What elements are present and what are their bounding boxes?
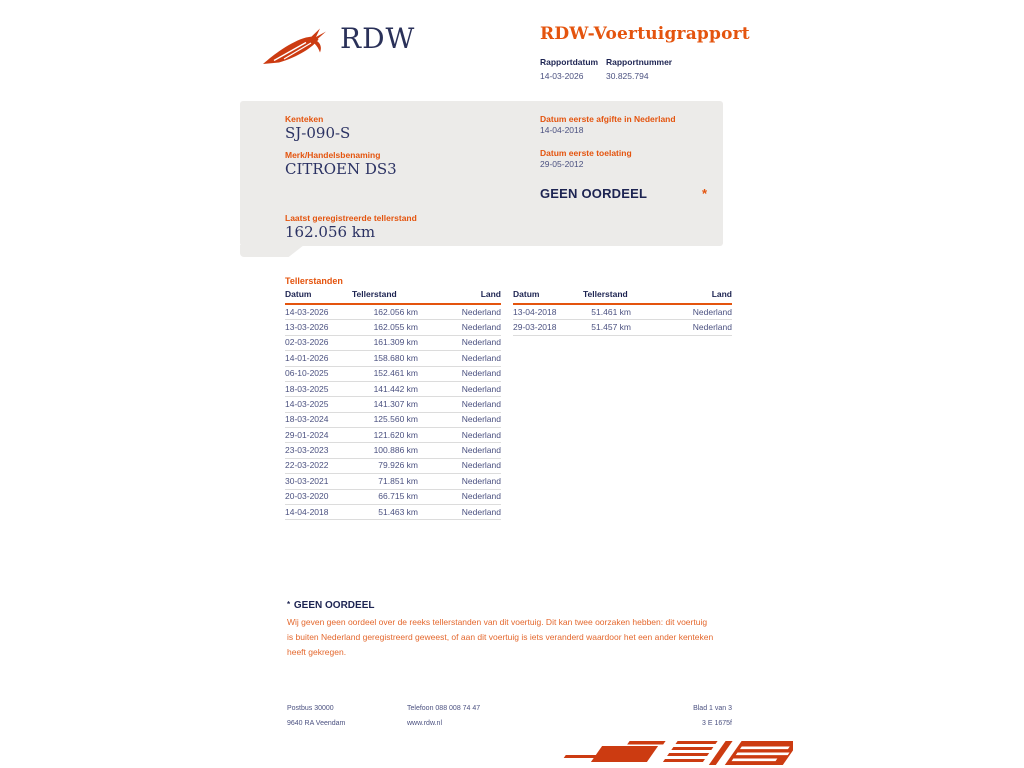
- table-row: [285, 320, 501, 335]
- merk-label: Merk/Handelsbenaming: [285, 150, 381, 160]
- cell-datum: 02-03-2026: [285, 335, 352, 350]
- vehicle-summary-box: [240, 101, 723, 246]
- table-row: [285, 304, 501, 320]
- table-row: [285, 504, 501, 519]
- cell-tellerstand: 79.926 km: [352, 458, 418, 473]
- cell-land: Nederland: [418, 428, 501, 443]
- cell-tellerstand: 100.886 km: [352, 443, 418, 458]
- tellerstand-label: Laatst geregistreerde tellerstand: [285, 213, 417, 223]
- odometer-table-right: [513, 288, 732, 336]
- footer-website: www.rdw.nl: [407, 720, 443, 727]
- cell-tellerstand: 141.307 km: [352, 397, 418, 412]
- cell-datum: 18-03-2025: [285, 381, 352, 396]
- table-header-row: [285, 288, 501, 304]
- cell-land: Nederland: [418, 474, 501, 489]
- cell-datum: 14-04-2018: [285, 504, 352, 519]
- cell-tellerstand: 162.056 km: [352, 304, 418, 320]
- cell-tellerstand: 158.680 km: [352, 351, 418, 366]
- kenteken-label: Kenteken: [285, 114, 324, 124]
- table-row: [285, 474, 501, 489]
- decorative-stripes-graphic: [545, 739, 793, 768]
- cell-datum: 13-04-2018: [513, 304, 583, 320]
- cell-datum: 20-03-2020: [285, 489, 352, 504]
- merk-value: CITROEN DS3: [285, 160, 397, 178]
- cell-datum: 06-10-2025: [285, 366, 352, 381]
- summary-left-column: [285, 114, 515, 249]
- column-header-land: Land: [631, 288, 732, 304]
- cell-land: Nederland: [418, 412, 501, 427]
- cell-tellerstand: 152.461 km: [352, 366, 418, 381]
- report-number-group: [606, 57, 672, 81]
- footnote-text: Wij geven geen oordeel over de reeks tellerstanden van dit voertuig. Dit kan twee oorzaken hebben: dit voertuig is buiten Nederland geregistreerd geweest, of aan dit voertuig is iets veranderd waardoor het een ander kenteken heeft gekregen.: [287, 617, 714, 657]
- cell-tellerstand: 125.560 km: [352, 412, 418, 427]
- cell-tellerstand: 51.463 km: [352, 504, 418, 519]
- column-header-land: Land: [418, 288, 501, 304]
- footnote-asterisk: *: [287, 600, 291, 609]
- cell-land: Nederland: [418, 304, 501, 320]
- cell-land: Nederland: [418, 489, 501, 504]
- cell-tellerstand: 121.620 km: [352, 428, 418, 443]
- rdw-bird-icon: [260, 24, 332, 68]
- cell-land: Nederland: [418, 458, 501, 473]
- cell-land: Nederland: [631, 320, 732, 335]
- column-header-tellerstand: Tellerstand: [352, 288, 418, 304]
- column-header-tellerstand: Tellerstand: [583, 288, 631, 304]
- page-title: RDW-Voertuigrapport: [540, 24, 750, 44]
- kenteken-value: SJ-090-S: [285, 124, 351, 142]
- rdw-logo: [260, 24, 415, 68]
- cell-land: Nederland: [418, 397, 501, 412]
- cell-datum: 14-03-2025: [285, 397, 352, 412]
- cell-land: Nederland: [631, 304, 732, 320]
- table-header-row: [513, 288, 732, 304]
- report-date-group: [540, 57, 599, 81]
- cell-datum: 29-03-2018: [513, 320, 583, 335]
- footer-address-line2: 9640 RA Veendam: [287, 720, 346, 727]
- cell-datum: 29-01-2024: [285, 428, 352, 443]
- cell-land: Nederland: [418, 443, 501, 458]
- footnote: [287, 600, 715, 660]
- table-row: [285, 489, 501, 504]
- report-number-value: 30.825.794: [606, 71, 649, 81]
- cell-land: Nederland: [418, 335, 501, 350]
- cell-land: Nederland: [418, 504, 501, 519]
- cell-tellerstand: 162.055 km: [352, 320, 418, 335]
- footer-form-code: 3 E 1675f: [702, 720, 732, 727]
- table-row: [285, 458, 501, 473]
- cell-datum: 13-03-2026: [285, 320, 352, 335]
- footer-contact: [407, 701, 480, 731]
- report-date-label: Rapportdatum: [540, 57, 599, 67]
- summary-box-tab: [240, 245, 304, 257]
- table-row: [285, 443, 501, 458]
- cell-tellerstand: 51.461 km: [583, 304, 631, 320]
- report-meta: [540, 57, 800, 81]
- column-header-datum: Datum: [285, 288, 352, 304]
- table-row: [285, 351, 501, 366]
- table-row: [285, 366, 501, 381]
- footer-address-line1: Postbus 30000: [287, 705, 334, 712]
- footer-page-indicator: Blad 1 van 3: [693, 705, 732, 712]
- cell-datum: 22-03-2022: [285, 458, 352, 473]
- title-block: [540, 24, 800, 81]
- verdict-asterisk: *: [701, 186, 707, 201]
- rdw-wordmark: RDW: [340, 22, 416, 55]
- cell-datum: 18-03-2024: [285, 412, 352, 427]
- footer-phone: Telefoon 088 008 74 47: [407, 705, 481, 712]
- table-row: [513, 320, 732, 335]
- afgifte-value: 14-04-2018: [540, 125, 584, 135]
- cell-tellerstand: 66.715 km: [352, 489, 418, 504]
- cell-land: Nederland: [418, 320, 501, 335]
- table-row: [513, 304, 732, 320]
- table-row: [285, 412, 501, 427]
- cell-datum: 30-03-2021: [285, 474, 352, 489]
- tellerstanden-section-title: Tellerstanden: [285, 276, 343, 286]
- cell-datum: 23-03-2023: [285, 443, 352, 458]
- cell-tellerstand: 51.457 km: [583, 320, 631, 335]
- cell-land: Nederland: [418, 381, 501, 396]
- toelating-label: Datum eerste toelating: [540, 148, 632, 158]
- odometer-table-left: [285, 288, 501, 520]
- cell-tellerstand: 71.851 km: [352, 474, 418, 489]
- footnote-title: [287, 600, 715, 611]
- table-row: [285, 381, 501, 396]
- cell-land: Nederland: [418, 366, 501, 381]
- column-header-datum: Datum: [513, 288, 583, 304]
- report-number-label: Rapportnummer: [606, 57, 673, 67]
- verdict-text: GEEN OORDEEL: [540, 186, 648, 201]
- cell-datum: 14-01-2026: [285, 351, 352, 366]
- tellerstand-value: 162.056 km: [285, 223, 376, 241]
- table-row: [285, 335, 501, 350]
- cell-tellerstand: 141.442 km: [352, 381, 418, 396]
- footer-page-info: [693, 701, 732, 731]
- cell-land: Nederland: [418, 351, 501, 366]
- footnote-title-text: GEEN OORDEEL: [293, 600, 375, 611]
- cell-datum: 14-03-2026: [285, 304, 352, 320]
- toelating-value: 29-05-2012: [540, 159, 584, 169]
- cell-tellerstand: 161.309 km: [352, 335, 418, 350]
- afgifte-label: Datum eerste afgifte in Nederland: [540, 114, 676, 124]
- summary-right-column: [540, 114, 710, 201]
- table-row: [285, 397, 501, 412]
- report-date-value: 14-03-2026: [540, 71, 584, 81]
- footer-address: [287, 701, 345, 731]
- table-row: [285, 428, 501, 443]
